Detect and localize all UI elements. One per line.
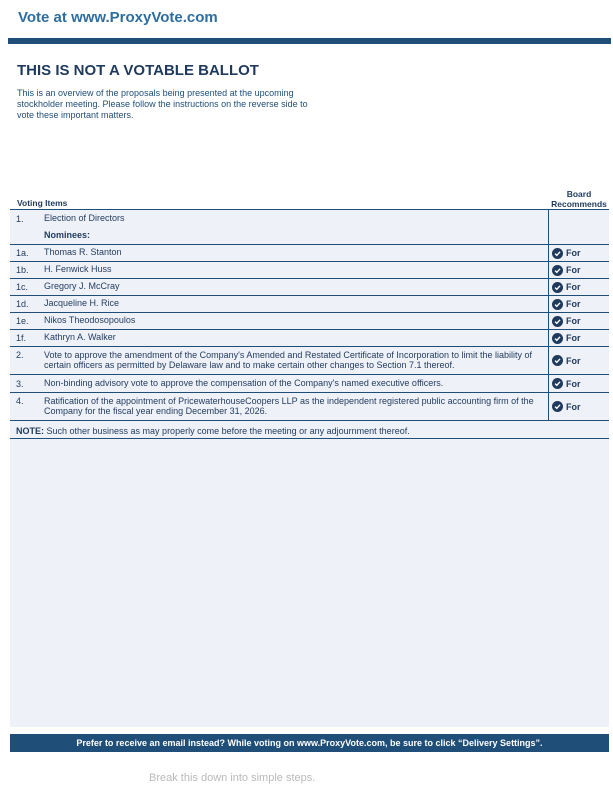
check-circle-icon	[552, 282, 563, 293]
bottom-prompt-text: Break this down into simple steps.	[149, 772, 316, 784]
item-description: Nikos Theodosopoulos	[44, 315, 136, 326]
check-circle-icon	[552, 299, 563, 310]
check-circle-icon	[552, 248, 563, 259]
table-row	[10, 210, 609, 227]
footer-text: Prefer to receive an email instead? While voting on www.ProxyVote.com, be sure to click “Delivery Settings”.	[76, 738, 543, 748]
check-circle-icon	[552, 401, 563, 412]
recommendation-cell	[548, 330, 609, 346]
recommendation-for: For	[566, 333, 581, 343]
voting-items-table	[10, 210, 609, 421]
note-line	[16, 426, 410, 436]
nominees-label: Nominees:	[44, 229, 91, 240]
recommendation-cell	[548, 279, 609, 295]
recommendation-cell	[548, 227, 609, 244]
item-description: H. Fenwick Huss	[44, 264, 112, 275]
recommendation-cell	[548, 296, 609, 312]
recommendation-cell	[548, 347, 609, 374]
check-circle-icon	[552, 333, 563, 344]
check-circle-icon	[552, 265, 563, 276]
item-description: Vote to approve the amendment of the Company's Amended and Restated Certificate of Incorporation to limit the liability of certain officers as permitted by Delaware law and to make certain other changes to Section 7.1 thereof.	[44, 350, 532, 370]
recommendation-for: For	[566, 265, 581, 275]
note-label: NOTE:	[16, 426, 44, 436]
recommendation-cell	[548, 210, 609, 227]
table-row	[10, 347, 609, 375]
item-number: 1f.	[16, 333, 27, 343]
item-description: Kathryn A. Walker	[44, 332, 116, 343]
item-description: Jacqueline H. Rice	[44, 298, 120, 309]
recommendation-for: For	[566, 248, 581, 258]
check-circle-icon	[552, 378, 563, 389]
item-number: 1a.	[16, 248, 29, 258]
check-circle-icon	[552, 355, 563, 366]
item-number: 3.	[16, 378, 24, 389]
recommendation-cell	[548, 375, 609, 392]
item-description: Gregory J. McCray	[44, 281, 120, 292]
item-number: 1b.	[16, 265, 29, 275]
item-description: Non-binding advisory vote to approve the compensation of the Company's named executive officers.	[44, 377, 444, 388]
recommendation-cell	[548, 393, 609, 420]
board-header-line2: Recommends	[551, 198, 607, 209]
board-recommends-header	[549, 190, 609, 209]
table-row	[10, 393, 609, 421]
check-circle-icon	[552, 316, 563, 327]
note-text: Such other business as may properly come before the meeting or any adjournment thereof.	[44, 426, 410, 436]
recommendation-cell	[548, 313, 609, 329]
item-number: 1.	[16, 213, 24, 224]
item-description: Election of Directors	[44, 212, 125, 223]
table-row	[10, 330, 609, 347]
footer-banner	[10, 734, 609, 752]
table-row	[10, 227, 609, 245]
recommendation-for: For	[566, 355, 581, 366]
table-row	[10, 375, 609, 393]
item-number: 4.	[16, 396, 24, 406]
top-divider-bar	[8, 38, 611, 44]
recommendation-for: For	[566, 401, 581, 412]
recommendation-for: For	[566, 378, 581, 389]
item-number: 1e.	[16, 316, 29, 326]
ballot-note	[10, 424, 609, 439]
item-number: 1d.	[16, 299, 29, 309]
recommendation-for: For	[566, 299, 581, 309]
recommendation-for: For	[566, 282, 581, 292]
table-row	[10, 313, 609, 330]
table-row	[10, 279, 609, 296]
table-row	[10, 296, 609, 313]
table-row	[10, 245, 609, 262]
item-description: Ratification of the appointment of PricewaterhouseCoopers LLP as the independent registered public accounting firm of the Company for the fiscal year ending December 31, 2026.	[44, 396, 534, 416]
recommendation-for: For	[566, 316, 581, 326]
table-row	[10, 262, 609, 279]
item-number: 1c.	[16, 282, 29, 292]
ballot-title: THIS IS NOT A VOTABLE BALLOT	[17, 62, 259, 79]
recommendation-cell	[548, 262, 609, 278]
recommendation-cell	[548, 245, 609, 261]
board-header-line1: Board	[566, 189, 592, 199]
item-description: Thomas R. Stanton	[44, 247, 122, 258]
voting-items-header: Voting Items	[17, 198, 68, 208]
item-number: 2.	[16, 350, 24, 360]
ballot-intro: This is an overview of the proposals being presented at the upcoming stockholder meeting. Please follow the instructions on the reverse side to vote these important matters.	[17, 88, 308, 120]
header-url-title: Vote at www.ProxyVote.com	[18, 9, 218, 26]
